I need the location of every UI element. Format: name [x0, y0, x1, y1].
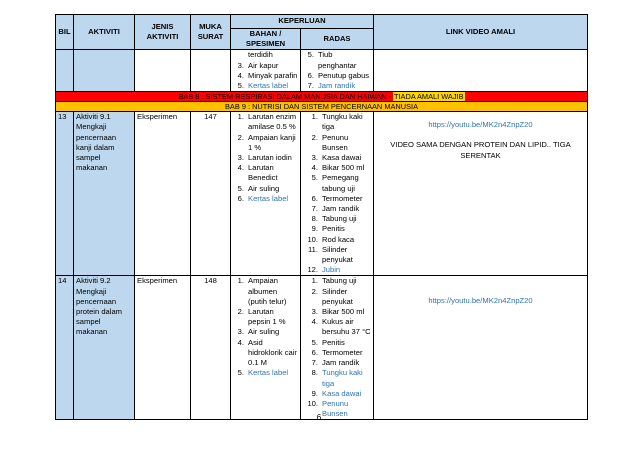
- list-item: [303, 204, 371, 214]
- list-item-number: 7.: [307, 81, 314, 91]
- list-item: [303, 224, 371, 234]
- list-item-text: Jam randik: [322, 358, 360, 368]
- cell-aktiviti: Aktiviti 9.2 Mengkaji pencernaan protein dalam sampel makanan: [74, 276, 135, 420]
- list-item-text: Larutan iodin: [248, 153, 292, 163]
- list-item: [303, 81, 371, 91]
- list-item-text: Penutup gabus: [318, 70, 370, 80]
- list-item-text: Silinder penyukat: [322, 286, 353, 306]
- list-item-number: 8.: [311, 214, 318, 224]
- list-item-text: Penitis: [322, 337, 345, 347]
- cell-jenis: Eksperimen: [135, 112, 191, 276]
- list-item: [303, 112, 371, 132]
- list-item-number: 6.: [237, 193, 244, 203]
- list-item-text: Pemegang tabung uji: [322, 173, 359, 193]
- list-item-number: 1.: [237, 276, 244, 286]
- list-item: [303, 307, 371, 317]
- list-item: [303, 163, 371, 173]
- list-item-number: 2.: [237, 132, 244, 142]
- list-item-number: 4.: [237, 337, 244, 347]
- video-link[interactable]: https://youtu.be/MK2n4ZnpZ20: [428, 120, 533, 130]
- list-item-text: Larutan Benedict: [248, 163, 278, 183]
- table-row: [56, 276, 588, 420]
- list-item: [233, 368, 298, 378]
- list-item: [303, 358, 371, 368]
- list-item-number: 3.: [237, 60, 244, 70]
- list-item: [233, 153, 298, 163]
- cell-jenis: Eksperimen: [135, 276, 191, 420]
- list-item-text: Tabung uji: [322, 214, 357, 224]
- list-item-text: Air suling: [248, 327, 280, 337]
- list-item: [303, 235, 371, 245]
- cell-bil: 13: [56, 112, 74, 276]
- list-item-text: Kukus air bersuhu 37 °C: [322, 317, 371, 337]
- list-item-number: 5.: [237, 368, 244, 378]
- keperluan-table: [55, 14, 588, 420]
- list-item-number: 1.: [311, 112, 318, 122]
- list-item-text: Jam randik: [318, 81, 356, 91]
- list-item-text: Penitis: [322, 224, 345, 234]
- list-item: [233, 71, 298, 81]
- table-row-continued: [56, 50, 588, 92]
- list-item-text: terdidih: [248, 50, 273, 60]
- list-item: [233, 194, 298, 204]
- cell-link: [374, 276, 588, 420]
- list-item: [303, 245, 371, 265]
- list-item: [303, 338, 371, 348]
- list-item: [303, 194, 371, 204]
- cell-muka-surat: 147: [191, 112, 231, 276]
- list-item: [303, 71, 371, 81]
- video-note: VIDEO SAMA DENGAN PROTEIN DAN LIPID.. TIGA SERENTAK: [390, 140, 571, 160]
- cell-bahan-list: [231, 50, 301, 92]
- list-item: [303, 317, 371, 337]
- list-item-number: 2.: [237, 307, 244, 317]
- list-item-number: 4.: [237, 70, 244, 80]
- list-item-number: 5.: [307, 50, 314, 60]
- list-item-number: 3.: [237, 153, 244, 163]
- header-bil: BIL: [56, 15, 74, 50]
- list-item: [303, 265, 371, 275]
- list-item-number: 7.: [311, 358, 318, 368]
- cell-aktiviti-empty: [74, 50, 135, 92]
- cell-muka-empty: [191, 50, 231, 92]
- cell-muka-surat: 148: [191, 276, 231, 420]
- list-item-number: 10.: [307, 234, 318, 244]
- list-item-number: 5.: [237, 183, 244, 193]
- cell-radas-list: [301, 112, 374, 276]
- list-item-number: 12.: [307, 265, 318, 275]
- list-item-text: Penunu Bunsen: [322, 132, 349, 152]
- list-item: [233, 184, 298, 194]
- list-item-text: Jubin: [322, 265, 341, 275]
- list-item: [303, 276, 371, 286]
- list-item-number: 7.: [311, 204, 318, 214]
- list-item-text: Minyak parafin: [248, 70, 298, 80]
- list-item-number: 1.: [237, 112, 244, 122]
- list-item-text: Tiub penghantar: [318, 50, 357, 70]
- header-bahan-spesimen: BAHAN / SPESIMEN: [231, 29, 301, 50]
- list-item: [233, 338, 298, 369]
- list-item-text: Kertas label: [248, 193, 289, 203]
- list-item: [233, 112, 298, 132]
- list-item-number: 5.: [311, 337, 318, 347]
- list-item: [303, 214, 371, 224]
- list-item-number: 2.: [311, 132, 318, 142]
- header-jenis-aktiviti: JENIS AKTIVITI: [135, 15, 191, 50]
- list-item-number: 4.: [311, 317, 318, 327]
- list-item-number: 3.: [311, 153, 318, 163]
- cell-aktiviti: Aktiviti 9.1 Mengkaji pencernaan kanji dalam sampel makanan: [74, 112, 135, 276]
- list-item-text: Termometer: [322, 193, 363, 203]
- list-item-number: 4.: [237, 163, 244, 173]
- list-item-text: Penunu Bunsen: [322, 398, 349, 419]
- list-item-number: 6.: [307, 70, 314, 80]
- list-item-text: Tabung uji: [322, 276, 357, 286]
- list-item-text: Bikar 500 ml: [322, 163, 365, 173]
- list-item-text: Silinder penyukat: [322, 244, 353, 265]
- list-item: [233, 133, 298, 153]
- list-item-text: Larutan enzim amilase 0.5 %: [248, 112, 297, 132]
- list-item-text: Ampaian albumen (putih telur): [248, 276, 287, 306]
- list-item-text: Kasa dawai: [322, 153, 362, 163]
- list-item: [303, 348, 371, 358]
- chapter-8-title: BAB 8 : SISTEM RESPIRASI DALAM MANUSIA DAN HAIWAN -: [178, 92, 393, 102]
- list-item-number: 9.: [311, 388, 318, 398]
- list-item-number: [233, 50, 248, 60]
- list-item-number: 5.: [311, 173, 318, 183]
- list-item: [303, 133, 371, 153]
- list-item: [303, 287, 371, 307]
- cell-radas-list: [301, 276, 374, 420]
- chapter-8-banner: [56, 92, 588, 102]
- list-item: [233, 163, 298, 183]
- list-item: [233, 61, 298, 71]
- list-item-text: Kertas label: [248, 368, 289, 378]
- list-item-text: Ampaian kanji 1 %: [248, 132, 296, 152]
- chapter-8-no-practical: TIADA AMALI WAJIB: [393, 92, 464, 102]
- list-item-number: 2.: [311, 286, 318, 296]
- list-item-text: Kertas label: [248, 81, 289, 91]
- list-item-number: 3.: [237, 327, 244, 337]
- list-item-number: 5.: [237, 81, 244, 91]
- list-item-text: Air kapur: [248, 60, 279, 70]
- list-item: [303, 368, 371, 388]
- list-item: [233, 327, 298, 337]
- list-item-text: Jam randik: [322, 204, 360, 214]
- page-number: 6: [316, 413, 322, 422]
- cell-bahan-list: [231, 112, 301, 276]
- header-link-video: LINK VIDEO AMALI: [374, 15, 588, 50]
- chapter-9-title: BAB 9 : NUTRISI DAN SISTEM PENCERNAAN MANUSIA: [56, 102, 588, 112]
- list-item-number: 6.: [311, 193, 318, 203]
- chapter-9-banner: [56, 102, 588, 112]
- list-item: [233, 276, 298, 307]
- cell-radas-list: [301, 50, 374, 92]
- header-aktiviti: AKTIVITI: [74, 15, 135, 50]
- list-item-number: 1.: [311, 276, 318, 286]
- list-item-text: Air suling: [248, 183, 280, 193]
- list-item-text: Bikar 500 ml: [322, 307, 365, 317]
- cell-bil: 14: [56, 276, 74, 420]
- header-keperluan: KEPERLUAN: [231, 15, 374, 29]
- list-item: [233, 81, 298, 91]
- cell-link: [374, 112, 588, 276]
- list-item-number: 10.: [307, 398, 318, 408]
- header-radas: RADAS: [301, 29, 374, 50]
- list-item-text: Tungku kaki tiga: [322, 112, 363, 132]
- list-item: [303, 50, 371, 70]
- list-item-text: Larutan pepsin 1 %: [248, 307, 286, 327]
- list-item-number: 9.: [311, 224, 318, 234]
- cell-bahan-list: [231, 276, 301, 420]
- list-item-number: 3.: [311, 307, 318, 317]
- list-item-text: Termometer: [322, 347, 363, 357]
- cell-link-empty: [374, 50, 588, 92]
- list-item-number: 8.: [311, 368, 318, 378]
- list-item-text: Rod kaca: [322, 234, 355, 244]
- list-item-number: 4.: [311, 163, 318, 173]
- list-item-text: Asid hidroklorik cair 0.1 M: [248, 337, 297, 368]
- list-item: [303, 173, 371, 193]
- list-item: [303, 153, 371, 163]
- list-item-text: Tungku kaki tiga: [322, 368, 363, 388]
- list-item: [233, 50, 298, 60]
- cell-jenis-empty: [135, 50, 191, 92]
- list-item-number: 11.: [308, 244, 318, 254]
- video-link[interactable]: https://youtu.be/MK2n4ZnpZ20: [428, 296, 533, 306]
- cell-bil-empty: [56, 50, 74, 92]
- list-item-number: 6.: [311, 347, 318, 357]
- list-item: [303, 389, 371, 399]
- list-item-text: Kasa dawai: [322, 388, 362, 398]
- table-row: [56, 112, 588, 276]
- list-item: [233, 307, 298, 327]
- header-muka-surat: MUKA SURAT: [191, 15, 231, 50]
